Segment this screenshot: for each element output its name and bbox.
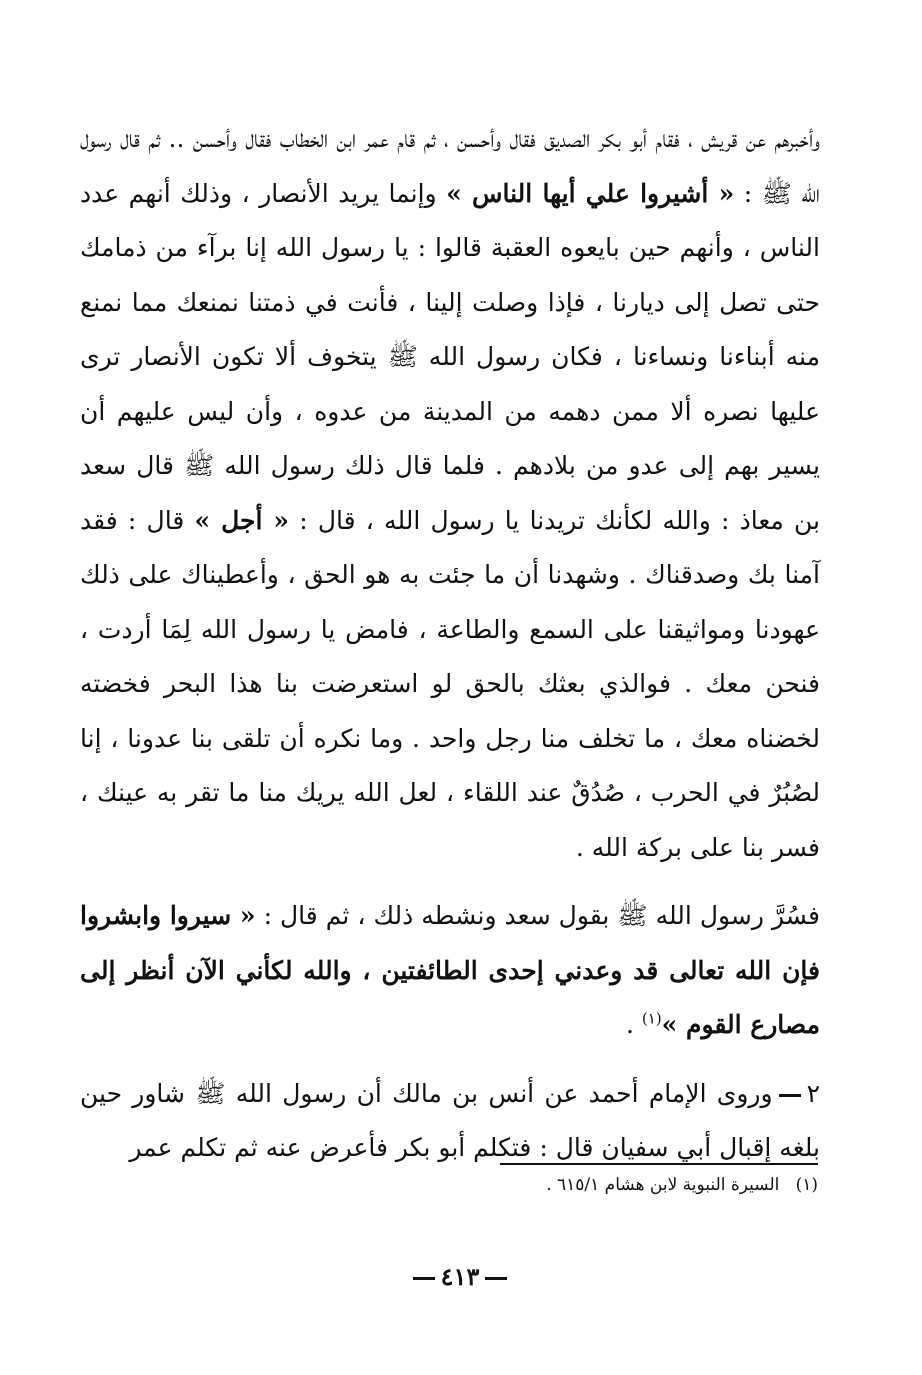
item-dash xyxy=(779,1094,801,1097)
paragraph-1-quote-a: « أشيروا علي أيها الناس » xyxy=(446,178,735,208)
paragraph-1-text-c: قال : فقد آمنا بك وصدقناك . وشهدنا أن ما جئت به هو الحق ، وأعطيناك على ذلك عهودنا ومواثيقنا على السمع والطاعة ، فامض يا رسول الله لِمَا أردت ، فنحن معك . فوالذي بعثك بالحق لو استعرضت بنا هذا البحر فخضته لخضناه معك ، ما تخلف منا رجل واحد . وما نكره أن تلقى بنا عدونا ، إنا لصُبُرٌ في الحرب ، صُدُقٌ عند اللقاء ، لعل الله يريك منا ما تقر به عينك ، فسر بنا على بركة الله . xyxy=(80,505,820,862)
paragraph-2-quote: « سيروا وابشروا فإن الله تعالى قد وعدني إحدى الطائفتين ، والله لكأني الآن أنظر إلى مصارع القوم » xyxy=(80,901,820,1039)
paragraph-2-text-a: فسُرَّ رسول الله ﷺ بقول سعد ونشطه ذلك ، ثم قال : xyxy=(255,901,820,930)
page-number xyxy=(380,1262,540,1291)
paragraph-1 xyxy=(80,112,820,875)
footnote-text: السيرة النبوية لابن هشام ٦١٥/١ . xyxy=(546,1175,780,1195)
paragraph-3-number: ٢ xyxy=(806,1078,820,1108)
page-number-dash-right xyxy=(485,1277,507,1280)
paragraph-2-text-b: . xyxy=(625,1010,642,1039)
paragraph-3 xyxy=(80,1067,820,1176)
page-number-value: ٤١٣ xyxy=(440,1262,480,1291)
paragraph-1-quote-b: « أجل » xyxy=(194,505,290,535)
main-text xyxy=(80,112,820,1176)
paragraph-3-text: وروى الإمام أحمد عن أنس بن مالك أن رسول الله ﷺ شاور حين بلغه إقبال أبي سفيان قال : فتكلم أبو بكر فأعرض عنه ثم تكلم عمر xyxy=(80,1078,820,1162)
page-number-dash-left xyxy=(413,1277,435,1280)
footnote-marker: (١) xyxy=(795,1175,818,1195)
paragraph-1-text-a: وأخبرهم عن قريش ، فقام أبو بكر الصديق فقال وأحسن ، ثم قام عمر ابن الخطاب فقال وأحسن .. ثم قال رسول الله ﷺ : xyxy=(80,124,820,208)
footnote-reference: (١) xyxy=(641,1009,662,1028)
paragraph-1-text-b: وإنما يريد الأنصار ، وذلك أنهم عدد الناس ، وأنهم حين بايعوه العقبة قالوا : يا رسول الله إنا برآء من ذمامك حتى تصل إلى ديارنا ، فإذا وصلت إلينا ، فأنت في ذمتنا نمنعك مما نمنع منه أبناءنا ونساءنا ، فكان رسول الله ﷺ يتخوف ألا تكون الأنصار ترى عليها نصره ألا ممن دهمه من المدينة من عدوه ، وأن ليس عليهم أن يسير بهم إلى عدو من بلادهم . فلما قال ذلك رسول الله ﷺ قال سعد بن معاذ : والله لكأنك تريدنا يا رسول الله ، قال : xyxy=(80,178,821,535)
footnote xyxy=(480,1172,818,1198)
footnote-divider xyxy=(500,1163,818,1165)
paragraph-2 xyxy=(80,889,820,1053)
